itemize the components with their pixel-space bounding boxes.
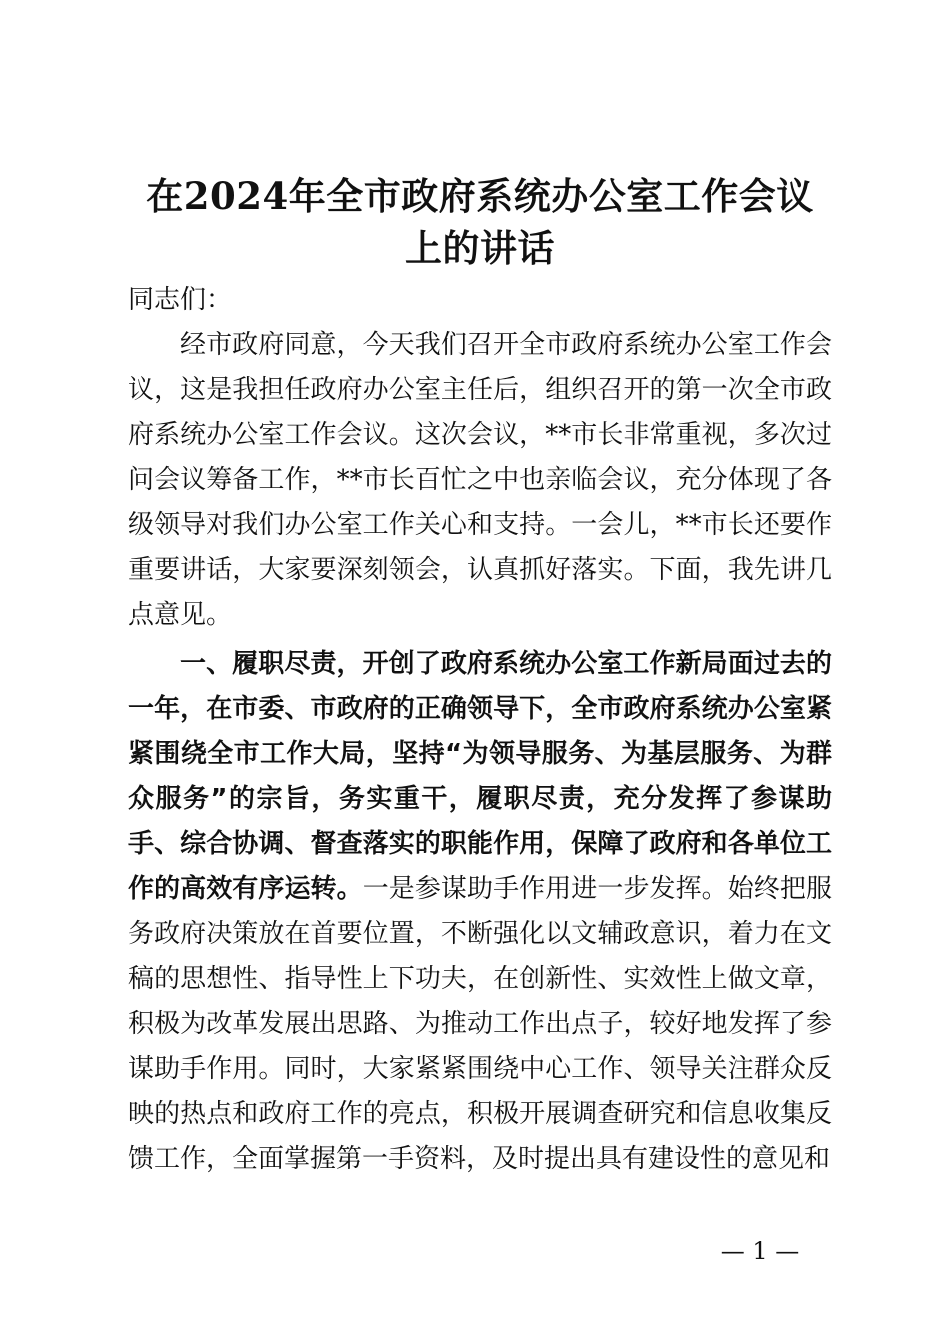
document-title: 在2024年全市政府系统办公室工作会议上的讲话 [146, 174, 814, 270]
paragraph-intro [128, 323, 832, 638]
section-one-heading: 一、履职尽责，开创了政府系统办公室工作新局面过去的一年，在市委、市政府的正确领导下，全市政府系统办公室紧紧围绕全市工作大局，坚持“为领导服务、为基层服务、为群众服务”的宗旨，务实重干，履职尽责，充分发挥了参谋助手、综合协调、督查落实的职能作用，保障了政府和各单位工作的高效有序运转。 [128, 649, 832, 904]
paragraph-section-one [128, 642, 832, 1182]
page-number: — 1 — [720, 1237, 800, 1265]
document-body [128, 278, 832, 1182]
salutation: 同志们： [128, 285, 233, 315]
section-one-text: 一是参谋助手作用进一步发挥。始终把服务政府决策放在首要位置，不断强化以文辅政意识，着力在文稿的思想性、指导性上下功夫，在创新性、实效性上做文章，积极为改革发展出思路、为推动工作出点子，较好地发挥了参谋助手作用。同时，大家紧紧围绕中心工作、领导关注群众反映的热点和政府工作的亮点，积极开展调查研究和信息收集反馈工作，全面掌握第一手资料，及时提出具有建设性的意见和 [128, 874, 832, 1174]
paragraph-intro-text: 经市政府同意，今天我们召开全市政府系统办公室工作会议，这是我担任政府办公室主任后，组织召开的第一次全市政府系统办公室工作会议。这次会议，**市长非常重视，多次过问会议筹备工作，**市长百忙之中也亲临会议，充分体现了各级领导对我们办公室工作关心和支持。一会儿，**市长还要作重要讲话，大家要深刻领会，认真抓好落实。下面，我先讲几点意见。 [128, 330, 832, 630]
